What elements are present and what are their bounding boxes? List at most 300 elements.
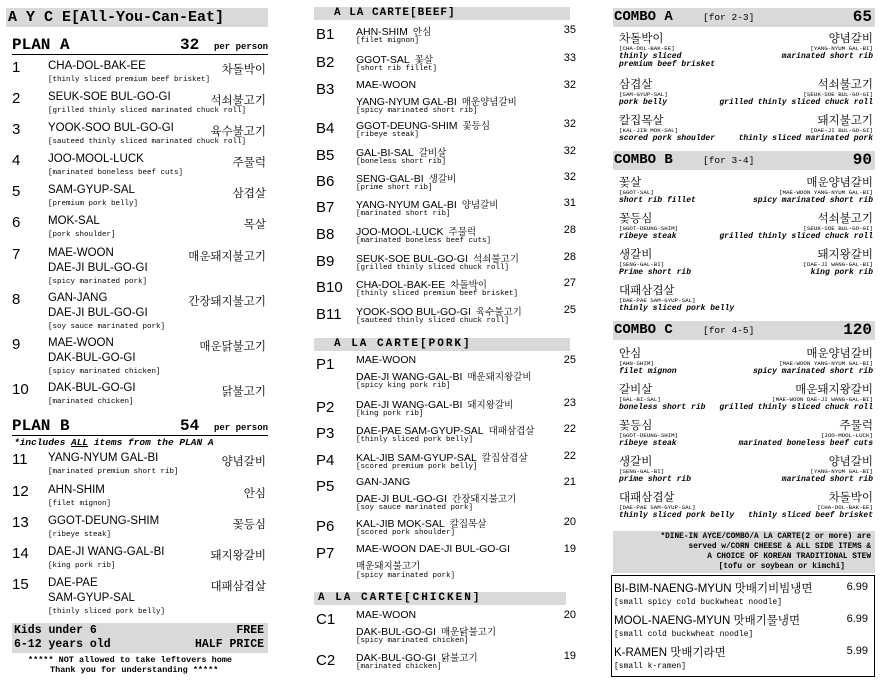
item-number: 1 <box>12 59 21 76</box>
item-korean-name: 꽃살 <box>414 55 434 66</box>
item-name: YANG-NYUM GAL-BI <box>48 452 159 464</box>
combo-item-code: [SENG-GAL-BI] <box>619 261 665 268</box>
combo-item-korean: 삼겹살 <box>619 79 653 91</box>
kids-6-12-label: 6-12 years old <box>14 638 111 651</box>
item-description: [ribeye steak] <box>356 131 420 139</box>
beef-title: A LA CARTE[BEEF] <box>314 7 570 20</box>
item-description: [marinated boneless beef cuts] <box>356 237 492 245</box>
item-code: B7 <box>316 199 335 216</box>
item-korean-name: 석쇠불고기 <box>210 95 266 107</box>
noodle-description: [small spicy cold buckwheat noodle] <box>614 598 783 607</box>
item-name-row-2 <box>356 491 516 505</box>
item-name: MAE-WOON <box>48 247 114 259</box>
item-name-line-2: DAE-JI BUL-GO-GI <box>48 307 148 319</box>
item-code: B2 <box>316 54 335 71</box>
combo-item-english: spicy marinated short rib <box>752 196 873 205</box>
item-price: 33 <box>563 52 576 64</box>
item-name: GAN-JANG <box>356 476 411 488</box>
item-name-row <box>356 397 513 411</box>
item-description: [marinated chicken] <box>356 663 442 671</box>
item-code: P4 <box>316 452 335 469</box>
item-name-line-2: DAK-BUL-GO-GI <box>48 352 136 364</box>
item-korean-name: 매운닭불고기 <box>199 341 266 353</box>
combo-item-korean: 꽃살 <box>619 177 642 189</box>
ayce-title: A Y C E[All-You-Can-Eat] <box>6 8 268 27</box>
item-name: DAE-JI WANG-GAL-BI <box>356 399 463 411</box>
combo-label: COMBO A <box>614 9 673 25</box>
item-name-row <box>356 450 528 464</box>
item-name-line-2: DAE-JI WANG-GAL-BI <box>356 371 463 383</box>
item-korean-name: 차돌박이 <box>221 64 266 76</box>
item-name-row <box>356 79 416 91</box>
item-price: 28 <box>563 251 576 263</box>
item-name: GAL-BI-SAL <box>356 147 414 159</box>
plan-b-header <box>12 417 268 436</box>
combo-item-code: [MAE-WOON YANG-NYUM GAL-BI] <box>779 189 873 196</box>
item-description: [marinated boneless beef cuts] <box>48 169 184 177</box>
item-number: 8 <box>12 291 21 308</box>
plan-b-per: per person <box>213 423 268 433</box>
combo-serves: [for 2-3] <box>703 12 755 23</box>
combo-item-korean: 대패삼겹살 <box>619 285 675 297</box>
item-name: DAE-PAE <box>48 577 98 589</box>
item-price: 22 <box>563 423 576 435</box>
item-description: [marinated premium short rib] <box>48 468 179 476</box>
item-number: 4 <box>12 152 21 169</box>
combo-item-korean: 양념갈비 <box>828 33 873 45</box>
item-name-row <box>356 516 486 530</box>
item-number: 12 <box>12 483 29 500</box>
item-price: 28 <box>563 224 576 236</box>
item-name: JOO-MOOL-LUCK <box>356 226 444 238</box>
item-description: [ribeye steak] <box>48 531 112 539</box>
item-name: SEUK-SOE BUL-GO-GI <box>356 253 469 265</box>
item-korean-name: 양념갈비 <box>461 200 499 211</box>
item-description: [pork shoulder] <box>48 231 116 239</box>
noodle-name: K-RAMEN 맛배기라면 <box>614 647 726 659</box>
combo-item-code: [MAE-WOON DAE-JI WANG-GAL-BI] <box>772 396 873 403</box>
combo-item-korean: 갈비살 <box>619 384 653 396</box>
combo-label: COMBO B <box>614 152 673 168</box>
plan-b-note-all: ALL <box>71 437 89 448</box>
combo-item-english: thinly sliced pork belly <box>619 304 735 313</box>
item-code: B5 <box>316 147 335 164</box>
dine-in-line-3: A CHOICE OF KOREAN TRADITIONAL STEW <box>707 553 871 561</box>
item-name: YOOK-SOO BUL-GO-GI <box>356 306 471 318</box>
combo-item-code: [GGOT-DEUNG-SHIM] <box>619 432 679 439</box>
combo-item-korean: 꽃등심 <box>619 213 653 225</box>
item-description: [thinly sliced premium beef brisket] <box>356 290 519 298</box>
item-description: [filet mignon] <box>356 37 420 45</box>
item-name: KAL-JIB MOK-SAL <box>356 518 445 530</box>
combo-item-english: thinly sliced marinated pork <box>738 134 873 143</box>
item-description: [thinly sliced pork belly] <box>356 436 474 444</box>
item-code: P5 <box>316 478 335 495</box>
combo-item-korean: 양념갈비 <box>828 456 873 468</box>
item-price: 32 <box>563 118 576 130</box>
combo-item-korean: 매운돼지왕갈비 <box>795 384 873 396</box>
item-description: [soy sauce marinated pork] <box>48 323 166 331</box>
item-code: P7 <box>316 545 335 562</box>
item-name: MAE-WOON <box>356 79 417 91</box>
item-price: 25 <box>563 354 576 366</box>
item-name: DAK-BUL-GO-GI <box>356 652 436 664</box>
item-name-row <box>356 24 431 38</box>
item-description: [sauteed thinly sliced chuck roll] <box>356 317 510 325</box>
item-price: 27 <box>563 277 576 289</box>
item-number: 15 <box>12 576 29 593</box>
combo-item-english: thinly sliced pork belly <box>619 511 735 520</box>
combo-item-korean: 안심 <box>619 348 642 360</box>
combo-item-code: [GAL-BI-SAL] <box>619 396 661 403</box>
item-description: [king pork rib] <box>48 562 116 570</box>
item-korean-name: 차돌박이 <box>450 280 487 291</box>
combo-item-english: marinated boneless beef cuts <box>738 439 873 448</box>
item-name-row <box>356 609 416 621</box>
combo-item-code: [YANG-NYUM GAL-BI] <box>810 45 873 52</box>
combo-item-korean: 주물럭 <box>839 420 873 432</box>
item-korean-name: 간장돼지불고기 <box>452 494 517 505</box>
item-description: [spicy marinated short rib] <box>356 107 478 115</box>
combo-header <box>613 8 875 27</box>
item-korean-name: 꽃등심 <box>462 121 491 132</box>
combo-item-english: marinated short rib <box>781 475 873 484</box>
combo-header <box>613 151 875 170</box>
item-description: [spicy marinated pork] <box>48 278 148 286</box>
item-name: MAE-WOON DAE-JI BUL-GO-GI <box>356 543 511 555</box>
combo-item-english: grilled thinly sliced chuck roll <box>719 232 873 241</box>
combo-item-code: [CHA-DOL-BAK-EE] <box>619 45 675 52</box>
combo-item-code: [CHA-DOL-BAK-EE] <box>817 504 873 511</box>
item-code: B6 <box>316 173 335 190</box>
item-description: [spicy marinated chicken] <box>356 637 469 645</box>
combo-item-english: grilled thinly sliced chuck roll <box>719 98 873 107</box>
plan-b-note <box>14 437 214 448</box>
item-korean-name: 갈비살 <box>418 148 447 159</box>
combo-item-english: king pork rib <box>810 268 873 277</box>
item-description: [grilled thinly sliced marinated chuck roll] <box>48 107 247 115</box>
combo-item-english: Prime short rib <box>619 268 692 277</box>
kids-box <box>12 623 268 653</box>
combo-item-english: prime short rib <box>619 475 692 484</box>
combo-price: 65 <box>852 8 872 26</box>
item-number: 10 <box>12 381 29 398</box>
item-code: B9 <box>316 253 335 270</box>
combo-item-korean: 칼집목살 <box>619 115 664 127</box>
item-name: CHA-DOL-BAK-EE <box>356 279 446 291</box>
dine-in-line-4: [tofu or soybean or kimchi] <box>718 563 845 571</box>
plan-b-note-pre: *includes <box>14 437 72 448</box>
item-code: C2 <box>316 652 336 669</box>
combo-item-english: ribeye steak <box>619 439 677 448</box>
item-name-row <box>356 224 476 238</box>
noodle-description: [small cold buckwheat noodle] <box>614 630 754 639</box>
item-description: [grilled thinly sliced chuck roll] <box>356 264 510 272</box>
combo-item-code: [JOO-MOOL-LUCK] <box>820 432 873 439</box>
item-korean-name: 매운돼지왕갈비 <box>467 372 532 383</box>
item-name: GGOT-DEUNG-SHIM <box>48 515 160 527</box>
combo-item-code: [MAE-WOON YANG-NYUM GAL-BI] <box>779 360 873 367</box>
item-name: AHN-SHIM <box>356 26 408 38</box>
item-korean-name: 주물럭 <box>448 227 477 238</box>
item-price: 21 <box>563 476 576 488</box>
item-description: [short rib fillet] <box>356 65 438 73</box>
noodle-price: 6.99 <box>846 581 868 593</box>
item-name: CHA-DOL-BAK-EE <box>48 60 146 72</box>
item-name-line-2: DAE-JI BUL-GO-GI <box>356 493 448 505</box>
item-name-row <box>356 197 498 211</box>
item-description: [boneless short rib] <box>356 158 447 166</box>
combo-label: COMBO C <box>614 322 673 338</box>
item-code: C1 <box>316 611 336 628</box>
item-korean-name: 매운닭불고기 <box>440 627 496 638</box>
noodle-price: 6.99 <box>846 613 868 625</box>
item-code: B1 <box>316 26 335 43</box>
item-korean-name: 매운돼지불고기 <box>356 561 421 572</box>
item-price: 32 <box>563 145 576 157</box>
item-number: 9 <box>12 336 21 353</box>
item-name: SENG-GAL-BI <box>356 173 424 185</box>
item-price: 35 <box>563 24 576 36</box>
item-korean-name: 간장돼지불고기 <box>188 296 266 308</box>
item-number: 14 <box>12 545 29 562</box>
combo-item-korean: 꽃등심 <box>619 420 653 432</box>
item-code: P6 <box>316 518 335 535</box>
item-code: B11 <box>316 306 342 323</box>
item-code: B3 <box>316 81 335 98</box>
combo-price: 90 <box>852 151 872 169</box>
chicken-title: A LA CARTE[CHICKEN] <box>314 592 566 605</box>
item-number: 3 <box>12 121 21 138</box>
item-code: P2 <box>316 399 335 416</box>
plan-a-price: 32 <box>180 36 200 54</box>
combo-item-korean: 돼지왕갈비 <box>817 249 873 261</box>
item-name-row <box>356 52 433 66</box>
item-korean-name: 목살 <box>243 219 266 231</box>
item-name: MAE-WOON <box>356 609 417 621</box>
item-code: P1 <box>316 356 335 373</box>
combo-item-english: filet mignon <box>619 367 677 376</box>
item-name: MAE-WOON <box>356 354 417 366</box>
item-korean-name: 양념갈비 <box>221 456 266 468</box>
item-name-row <box>356 476 410 488</box>
item-name: SEUK-SOE BUL-GO-GI <box>48 91 171 103</box>
noodle-name: BI-BIM-NAENG-MYUN 맛배기비빔냉면 <box>614 583 813 595</box>
item-name-row <box>356 423 534 437</box>
combo-item-code: [AHN-SHIM] <box>619 360 654 367</box>
item-number: 2 <box>12 90 21 107</box>
item-price: 32 <box>563 171 576 183</box>
combo-item-english: boneless short rib <box>619 403 706 412</box>
item-name: GAN-JANG <box>48 292 108 304</box>
kids-under-6-label: Kids under 6 <box>14 624 97 637</box>
item-description: [soy sauce marinated pork] <box>356 504 474 512</box>
combo-item-english: thinly sliced <box>619 52 682 61</box>
item-name-row <box>356 118 490 132</box>
item-name: KAL-JIB SAM-GYUP-SAL <box>356 452 477 464</box>
item-name-row <box>356 650 478 664</box>
combo-item-english-2: premium beef brisket <box>619 60 716 69</box>
item-korean-name: 닭불고기 <box>440 653 478 664</box>
item-name-row-2 <box>356 94 517 108</box>
item-description: [marinated short rib] <box>356 210 451 218</box>
item-description: [scored pork shoulder] <box>356 529 456 537</box>
item-korean-name: 육수불고기 <box>210 126 266 138</box>
item-price: 32 <box>563 79 576 91</box>
item-korean-name: 꽃등심 <box>232 519 266 531</box>
plan-b-note-post: items from the PLAN A <box>88 437 214 448</box>
item-name-line-2: YANG-NYUM GAL-BI <box>356 96 457 108</box>
combo-item-korean: 차돌박이 <box>828 492 873 504</box>
item-korean-name: 주물럭 <box>232 157 266 169</box>
combo-item-code: [GGOT-SAL] <box>619 189 654 196</box>
item-description: [prime short rib] <box>356 184 433 192</box>
combo-item-korean: 석쇠불고기 <box>817 79 873 91</box>
item-code: B10 <box>316 279 343 296</box>
item-korean-name: 매운양념갈비 <box>461 97 517 108</box>
item-korean-name: 돼지왕갈비 <box>467 400 514 411</box>
item-korean-name: 육수불고기 <box>475 307 522 318</box>
pork-title: A LA CARTE[PORK] <box>314 338 570 351</box>
item-description: [king pork rib] <box>356 410 424 418</box>
item-korean-name: 삼겹살 <box>232 188 266 200</box>
dine-in-line-1: *DINE-IN AYCE/COMBO/A LA CARTE(2 or more) are <box>660 533 871 541</box>
kids-6-12-value: HALF PRICE <box>194 638 264 651</box>
item-name-row <box>356 304 522 318</box>
combo-item-code: [DAE-JI WANG-GAL-BI] <box>803 261 873 268</box>
combo-item-code: [SEUK-SOE BUL-GO-GI] <box>803 225 873 232</box>
combo-item-english: ribeye steak <box>619 232 677 241</box>
combo-item-korean: 생갈비 <box>619 456 653 468</box>
combo-item-korean: 돼지불고기 <box>817 115 873 127</box>
item-name-line-2: DAE-JI BUL-GO-GI <box>48 262 148 274</box>
leftovers-note: ***** NOT allowed to take leftovers home <box>28 655 233 665</box>
item-price: 20 <box>563 516 576 528</box>
item-price: 20 <box>563 609 576 621</box>
item-price: 31 <box>563 197 576 209</box>
item-name: GGOT-SAL <box>356 54 410 66</box>
combo-item-korean: 매운양념갈비 <box>806 348 873 360</box>
item-name: SAM-GYUP-SAL <box>48 184 135 196</box>
item-price: 19 <box>563 543 576 555</box>
plan-a-per: per person <box>213 42 268 52</box>
item-code: B4 <box>316 120 335 137</box>
noodle-box <box>611 575 875 677</box>
combo-item-korean: 석쇠불고기 <box>817 213 873 225</box>
item-name-line-2: DAK-BUL-GO-GI <box>356 626 436 638</box>
item-korean-name: 생갈비 <box>428 174 457 185</box>
combo-serves: [for 3-4] <box>703 155 755 166</box>
item-name-row <box>356 354 416 366</box>
item-number: 7 <box>12 246 21 263</box>
combo-item-korean: 매운양념갈비 <box>806 177 873 189</box>
combo-item-korean: 대패삼겹살 <box>619 492 675 504</box>
kids-under-6-value: FREE <box>236 624 264 637</box>
combo-item-english: scored pork shoulder <box>619 134 716 143</box>
item-name-row <box>356 145 446 159</box>
combo-item-english: thinly sliced beef brisket <box>748 511 873 520</box>
noodle-price: 5.99 <box>846 645 868 657</box>
item-name: AHN-SHIM <box>48 484 105 496</box>
combo-item-code: [DAE-JI BUL-GO-GI] <box>810 127 873 134</box>
combo-item-code: [YANG-NYUM GAL-BI] <box>810 468 873 475</box>
item-price: 19 <box>563 650 576 662</box>
combo-item-english: spicy marinated short rib <box>752 367 873 376</box>
item-description: [sauteed thinly sliced marinated chuck roll] <box>48 138 247 146</box>
combo-item-code: [SEUK-SOE BUL-GO-GI] <box>803 91 873 98</box>
item-name-row-2 <box>356 624 496 638</box>
item-name: GGOT-DEUNG-SHIM <box>356 120 458 132</box>
combo-item-english: grilled thinly sliced chuck roll <box>719 403 873 412</box>
plan-a-header <box>12 36 268 55</box>
item-korean-name: 대패삼겹살 <box>210 581 266 593</box>
item-name-row <box>356 171 456 185</box>
item-description: [spicy marinated chicken] <box>48 368 161 376</box>
dine-in-note <box>613 531 875 573</box>
item-code: P3 <box>316 425 335 442</box>
item-name: DAE-JI WANG-GAL-BI <box>48 546 165 558</box>
item-description: [marinated chicken] <box>48 398 134 406</box>
item-korean-name: 매운돼지불고기 <box>188 251 266 263</box>
item-name: DAK-BUL-GO-GI <box>48 382 136 394</box>
item-name: YOOK-SOO BUL-GO-GI <box>48 122 174 134</box>
combo-price: 120 <box>843 321 872 339</box>
item-korean-name: 안심 <box>243 488 266 500</box>
item-name: YANG-NYUM GAL-BI <box>356 199 457 211</box>
combo-item-english: marinated short rib <box>781 52 873 61</box>
combo-item-code: [DAE-PAE SAM-GYUP-SAL] <box>619 297 696 304</box>
item-name: MAE-WOON <box>48 337 114 349</box>
combo-item-english: pork belly <box>619 98 668 107</box>
item-number: 11 <box>12 451 28 468</box>
item-description: [spicy marinated pork] <box>356 572 456 580</box>
item-name-row <box>356 251 519 265</box>
item-description: [filet mignon] <box>48 500 112 508</box>
item-price: 23 <box>563 397 576 409</box>
item-number: 13 <box>12 514 29 531</box>
combo-item-code: [DAE-PAE SAM-GYUP-SAL] <box>619 504 696 511</box>
combo-item-code: [SENG-GAL-BI] <box>619 468 665 475</box>
item-name-row-2 <box>356 369 532 383</box>
combo-item-korean: 생갈비 <box>619 249 653 261</box>
item-description: [thinly sliced premium beef brisket] <box>48 76 211 84</box>
combo-item-code: [SAM-GYUP-SAL] <box>619 91 668 98</box>
item-description: [spicy king pork rib] <box>356 382 451 390</box>
dine-in-line-2: served w/CORN CHEESE & ALL SIDE ITEMS & <box>688 543 871 551</box>
item-name: JOO-MOOL-LUCK <box>48 153 144 165</box>
item-korean-name: 칼집삼겹살 <box>481 453 528 464</box>
item-price: 25 <box>563 304 576 316</box>
item-korean-name: 칼집목살 <box>449 519 487 530</box>
item-description: [thinly sliced pork belly] <box>48 608 166 616</box>
item-korean-name: 닭불고기 <box>221 386 266 398</box>
item-number: 5 <box>12 183 21 200</box>
item-name-row <box>356 277 487 291</box>
combo-item-code: [GGOT-DEUNG-SHIM] <box>619 225 679 232</box>
thank-you-note: Thank you for understanding ***** <box>50 665 219 675</box>
item-korean-name: 석쇠불고기 <box>473 254 519 265</box>
plan-b-price: 54 <box>180 417 200 435</box>
item-description: [premium pork belly] <box>48 200 139 208</box>
noodle-name: MOOL-NAENG-MYUN 맛배기물냉면 <box>614 615 801 627</box>
item-price: 22 <box>563 450 576 462</box>
combo-item-korean: 차돌박이 <box>619 33 664 45</box>
combo-item-code: [KAL-JIB MOK-SAL] <box>619 127 679 134</box>
item-description: [scored premium pork belly] <box>356 463 478 471</box>
combo-header <box>613 321 875 340</box>
plan-a-label: PLAN A <box>12 36 70 54</box>
item-name-line-2: SAM-GYUP-SAL <box>48 592 135 604</box>
